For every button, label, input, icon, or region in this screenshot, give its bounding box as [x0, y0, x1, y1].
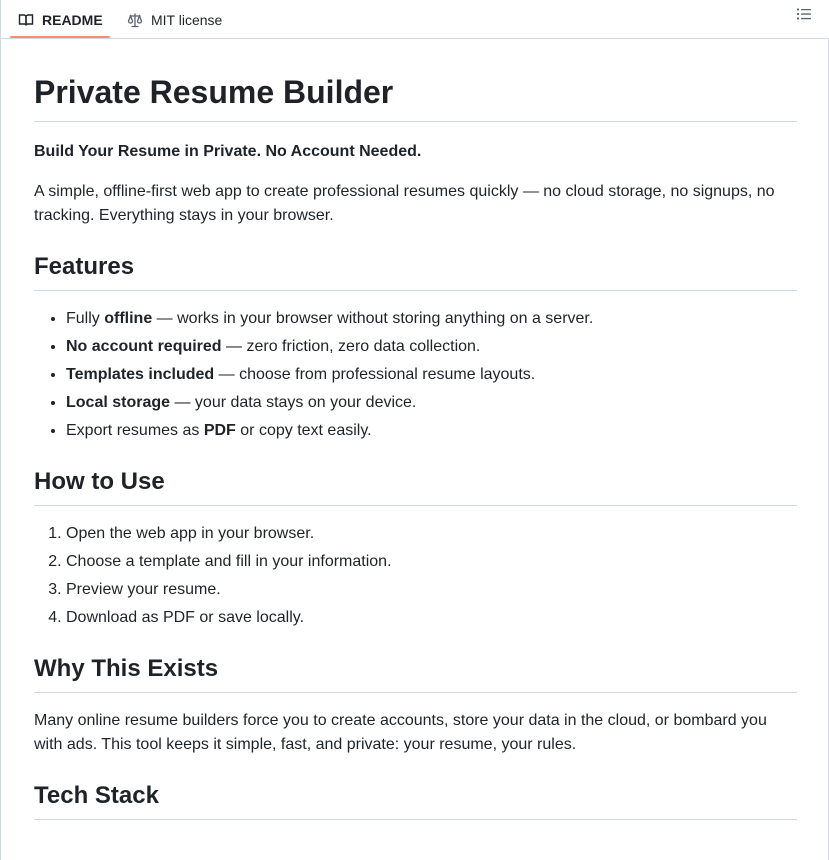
- readme-title: Private Resume Builder: [34, 72, 797, 122]
- readme-tab-bar: [1, 0, 829, 39]
- readme-tagline: Build Your Resume in Private. No Account Needed.: [34, 143, 422, 160]
- section-heading-features: Features: [34, 252, 797, 291]
- list-item: • Fully offline — works in your browser without storing anything on a server.: [66, 307, 797, 331]
- list-item: 3. Preview your resume.: [66, 578, 797, 602]
- list-item: 4. Download as PDF or save locally.: [66, 606, 797, 630]
- book-icon: [18, 12, 34, 28]
- features-list: [34, 307, 797, 443]
- law-scale-icon: [127, 12, 143, 28]
- section-heading-how-to-use: How to Use: [34, 467, 797, 506]
- list-item: • Export resumes as PDF or copy text easily.: [66, 419, 797, 443]
- readme-content: [34, 40, 797, 820]
- list-item: • No account required — zero friction, zero data collection.: [66, 335, 797, 359]
- tab-mit-license[interactable]: [127, 0, 222, 39]
- list-item: • Templates included — choose from professional resume layouts.: [66, 363, 797, 387]
- list-unordered-icon: [796, 6, 812, 27]
- why-this-exists-text: Many online resume builders force you to create accounts, store your data in the cloud, or bombard you with ads. This tool keeps it simple, fast, and private: your resume, your rules.: [34, 712, 767, 753]
- how-to-use-steps: [34, 522, 797, 630]
- readme-intro: A simple, offline-first web app to create professional resumes quickly — no cloud storage, no signups, no tracking. Everything stays in your browser.: [34, 183, 775, 224]
- list-item: 1. Open the web app in your browser.: [66, 522, 797, 546]
- tab-readme[interactable]: [18, 0, 103, 39]
- table-of-contents-button[interactable]: [795, 7, 813, 25]
- list-item: 2. Choose a template and fill in your information.: [66, 550, 797, 574]
- active-tab-indicator: [10, 36, 110, 38]
- section-heading-tech-stack: Tech Stack: [34, 781, 797, 820]
- list-item: • Local storage — your data stays on your device.: [66, 391, 797, 415]
- section-heading-why-this-exists: Why This Exists: [34, 654, 797, 693]
- tab-mit-license-label: MIT license: [151, 11, 223, 28]
- tab-readme-label: README: [42, 11, 103, 28]
